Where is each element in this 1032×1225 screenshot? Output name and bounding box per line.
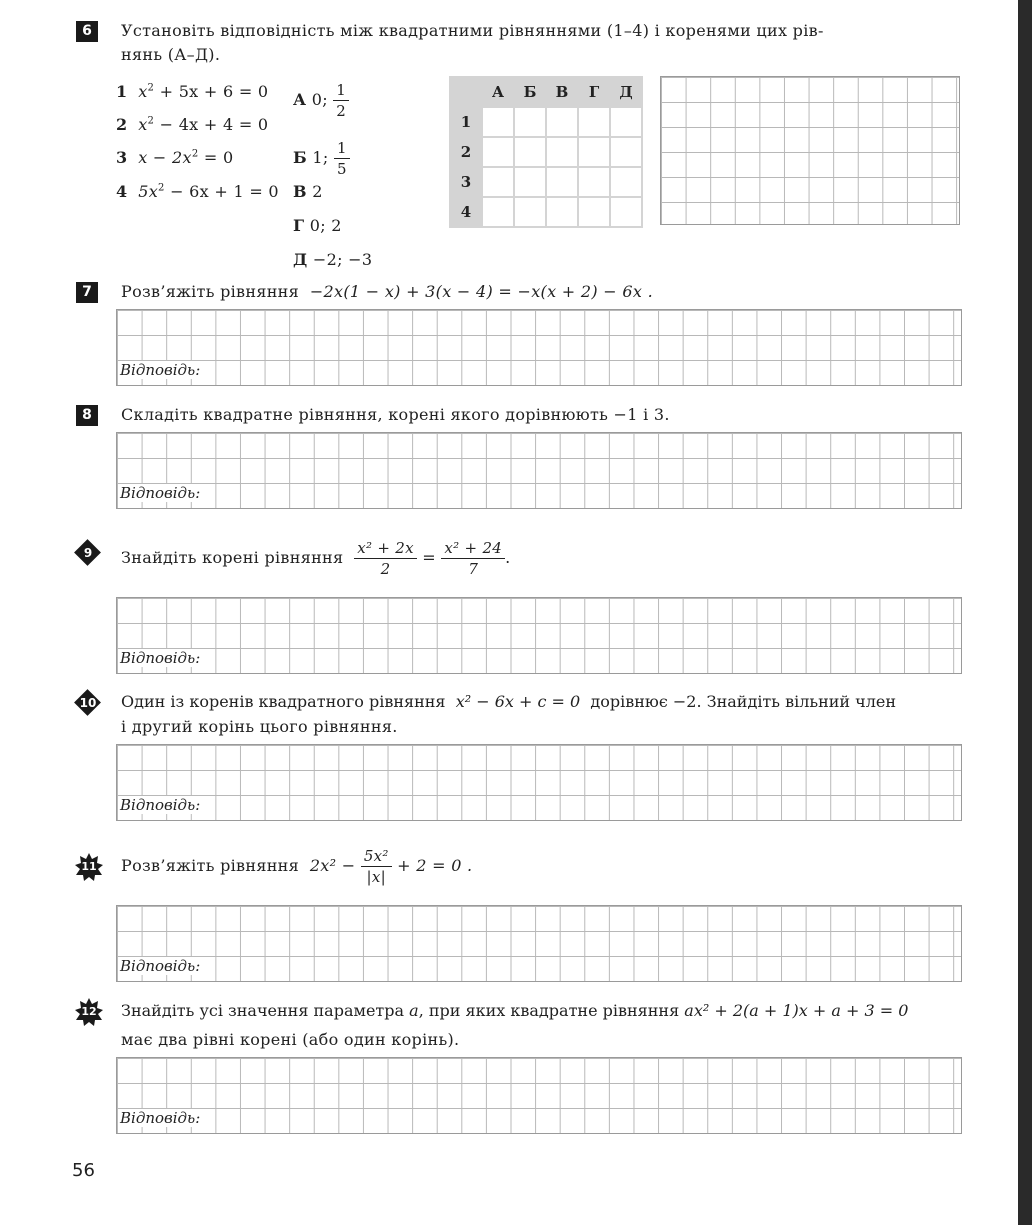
table-col-header: Г <box>588 83 600 101</box>
answer-cell[interactable] <box>515 108 545 136</box>
equation-4: 4 $5x^2 - 6x + 1 = 0$ <box>116 182 279 201</box>
answer-cell[interactable] <box>515 168 545 196</box>
problem-6-text-line2: нянь (А–Д). <box>121 45 221 64</box>
root-D: Д −2; −3 <box>293 250 373 269</box>
answer-grid-9[interactable] <box>116 597 962 674</box>
page-number: 56 <box>72 1160 95 1181</box>
answer-cell[interactable] <box>483 138 513 166</box>
answer-cell[interactable] <box>547 108 577 136</box>
problem-10-text: Один із коренів квадратного рівняння x² − 6x + c = 0 дорівнює −2. Знайдіть вільний член <box>121 692 897 711</box>
answer-label-8: Відповідь: <box>120 484 201 502</box>
answer-label-7: Відповідь: <box>120 361 201 379</box>
table-row-header: 2 <box>460 143 472 161</box>
root-G: Г 0; 2 <box>293 216 342 235</box>
answer-cell[interactable] <box>611 138 641 166</box>
answer-cell[interactable] <box>547 138 577 166</box>
problem-6-text: Установіть відповідність між квадратними рівняннями (1–4) і коренями цих рів- <box>121 21 824 40</box>
problem-9-badge: 9 <box>75 540 101 566</box>
answer-cell[interactable] <box>611 198 641 226</box>
answer-grid-7[interactable] <box>116 309 962 386</box>
problem-12-text: Знайдіть усі значення параметра a, при яких квадратне рівняння ax² + 2(a + 1)x + a + 3 = 0 <box>121 1001 909 1020</box>
answer-cell[interactable] <box>611 108 641 136</box>
answer-cell[interactable] <box>483 168 513 196</box>
problem-10-badge: 10 <box>75 690 101 716</box>
answer-cell[interactable] <box>483 198 513 226</box>
answer-cell[interactable] <box>611 168 641 196</box>
answer-cell[interactable] <box>515 138 545 166</box>
answer-grid-12[interactable] <box>116 1057 962 1134</box>
answer-grid-11[interactable] <box>116 905 962 982</box>
problem-10-text-line2: і другий корінь цього рівняння. <box>121 717 398 736</box>
root-V: В 2 <box>293 182 323 201</box>
equation-2: 2 $x^2 - 4x + 4 = 0$ <box>116 115 269 134</box>
problem-8-badge: 8 <box>76 405 98 426</box>
answer-grid-8[interactable] <box>116 432 962 509</box>
problem-7-text: Розв’яжіть рівняння −2x(1 − x) + 3(x − 4) = −x(x + 2) − 6x . <box>121 282 653 301</box>
problem-12-text-line2: має два рівні корені (або один корінь). <box>121 1030 460 1049</box>
equation-3: 3 $x - 2x^2 = 0$ <box>116 148 234 167</box>
root-B: Б 1; $\frac{1}{5}$ <box>293 138 350 179</box>
answer-cell[interactable] <box>483 108 513 136</box>
answer-label-10: Відповідь: <box>120 796 201 814</box>
answer-label-9: Відповідь: <box>120 649 201 667</box>
problem-8-text: Складіть квадратне рівняння, корені якого дорівнюють −1 і 3. <box>121 405 670 424</box>
table-corner <box>451 78 481 106</box>
table-row-header: 3 <box>460 173 472 191</box>
answer-label-12: Відповідь: <box>120 1109 201 1127</box>
table-col-header: Б <box>523 83 537 101</box>
table-row-header: 1 <box>460 113 472 131</box>
table-col-header: В <box>555 83 569 101</box>
problem-12-badge: 12 <box>75 998 103 1026</box>
table-row-header: 4 <box>460 203 472 221</box>
answer-match-table <box>449 76 643 228</box>
problem-9-text: Знайдіть корені рівняння $\frac{\text{x² + 2x}}{2}$ = $\frac{\text{x² + 24}}{7}$ . <box>121 539 511 578</box>
problem-7-equation: −2x(1 − x) + 3(x − 4) = −x(x + 2) − 6x . <box>309 282 653 301</box>
problem-11-text: Розв’яжіть рівняння 2x² − $\frac{\text{5x²}}{|x|}$ + 2 = 0 . <box>121 847 473 886</box>
answer-grid-10[interactable] <box>116 744 962 821</box>
table-col-header: А <box>491 83 505 101</box>
equation-1: 1 $x^2 + 5x + 6 = 0$ <box>116 82 269 101</box>
answer-label-11: Відповідь: <box>120 957 201 975</box>
root-A: А 0; $\frac{1}{2}$ <box>293 80 349 121</box>
answer-cell[interactable] <box>579 108 609 136</box>
answer-cell[interactable] <box>579 168 609 196</box>
problem-7-badge: 7 <box>76 282 98 303</box>
table-col-header: Д <box>619 83 633 101</box>
answer-cell[interactable] <box>547 198 577 226</box>
problem-6-badge: 6 <box>76 21 98 42</box>
answer-cell[interactable] <box>579 198 609 226</box>
answer-cell[interactable] <box>515 198 545 226</box>
scrollbar[interactable] <box>1018 0 1032 1225</box>
answer-cell[interactable] <box>547 168 577 196</box>
answer-cell[interactable] <box>579 138 609 166</box>
scratch-grid-6[interactable] <box>660 76 960 225</box>
problem-11-badge: 11 <box>75 853 103 881</box>
